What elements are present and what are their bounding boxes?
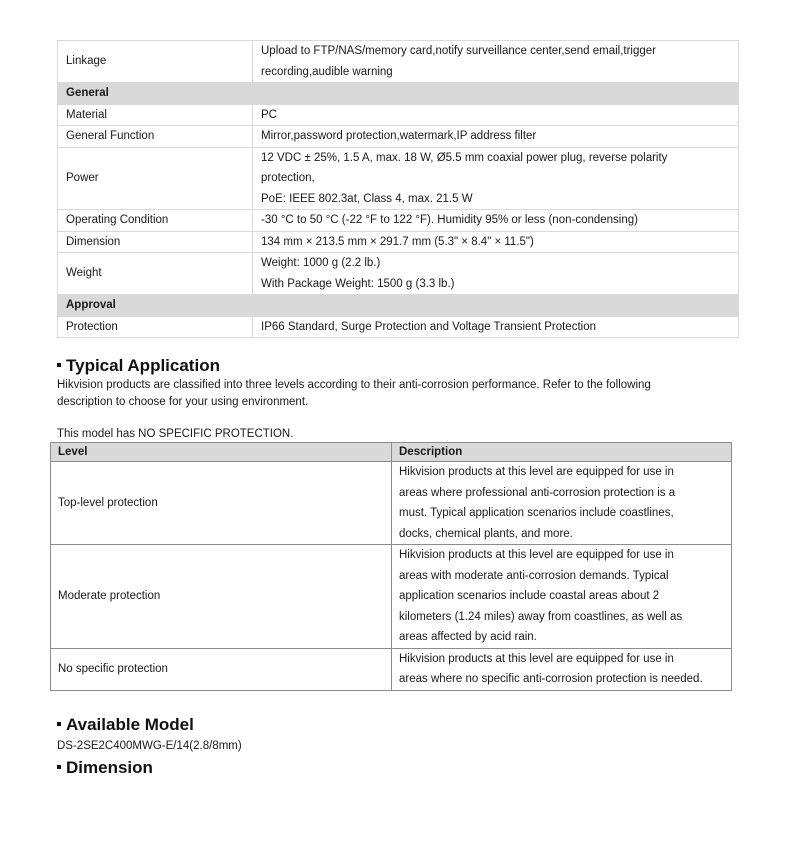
table-header-row — [51, 443, 732, 462]
spec-row-linkage — [58, 41, 739, 83]
spec-row-general-function — [58, 126, 739, 148]
description-cell: Hikvision products at this level are equipped for use in areas where professional anti-corrosion protection is a must. Typical application scenarios include coastlines, docks, chemical plants, and more. — [392, 462, 732, 545]
spec-label: Linkage — [58, 41, 253, 83]
column-header-description: Description — [392, 443, 732, 462]
spec-value: Mirror,password protection,watermark,IP address filter — [253, 126, 739, 148]
spec-row-operating-condition — [58, 210, 739, 232]
table-row — [51, 545, 732, 649]
protection-level-table — [50, 442, 732, 691]
spec-row-protection — [58, 316, 739, 338]
spec-label: Power — [58, 147, 253, 210]
spec-section-approval — [58, 295, 739, 317]
section-header: Approval — [58, 295, 739, 317]
spec-label: Protection — [58, 316, 253, 338]
spec-row-dimension — [58, 231, 739, 253]
spec-row-power — [58, 147, 739, 210]
spec-row-weight — [58, 253, 739, 295]
bullet-icon — [57, 363, 61, 367]
spec-value: -30 °C to 50 °C (-22 °F to 122 °F). Humidity 95% or less (non-condensing) — [253, 210, 739, 232]
spec-value: 134 mm × 213.5 mm × 291.7 mm (5.3" × 8.4" × 11.5") — [253, 231, 739, 253]
spec-label: Material — [58, 104, 253, 126]
table-row — [51, 648, 732, 690]
intro-paragraph — [57, 377, 651, 411]
description-cell: Hikvision products at this level are equipped for use in areas where no specific anti-corrosion protection is needed. — [392, 648, 732, 690]
spec-value: Upload to FTP/NAS/memory card,notify surveillance center,send email,trigger recording,audible warning — [253, 41, 739, 83]
bullet-icon — [57, 722, 61, 726]
column-header-level: Level — [51, 443, 392, 462]
table-row — [51, 462, 732, 545]
level-cell: Top-level protection — [51, 462, 392, 545]
spec-label: Operating Condition — [58, 210, 253, 232]
spec-label: General Function — [58, 126, 253, 148]
spec-value: 12 VDC ± 25%, 1.5 A, max. 18 W, Ø5.5 mm coaxial power plug, reverse polarity protection, PoE: IEEE 802.3at, Class 4, max. 21.5 W — [253, 147, 739, 210]
typical-application-heading: Typical Application — [57, 356, 220, 376]
spec-value: IP66 Standard, Surge Protection and Voltage Transient Protection — [253, 316, 739, 338]
spec-section-general — [58, 83, 739, 105]
spec-value: PC — [253, 104, 739, 126]
model-number: DS-2SE2C400MWG-E/14(2.8/8mm) — [57, 740, 242, 752]
spec-label: Dimension — [58, 231, 253, 253]
intro-line: Hikvision products are classified into three levels according to their anti-corrosion performance. Refer to the following — [57, 379, 651, 391]
spec-table — [57, 40, 739, 338]
level-cell: No specific protection — [51, 648, 392, 690]
dimension-heading: Dimension — [57, 758, 153, 778]
section-header: General — [58, 83, 739, 105]
spec-label: Weight — [58, 253, 253, 295]
model-note: This model has NO SPECIFIC PROTECTION. — [57, 428, 294, 440]
intro-line: description to choose for your using environment. — [57, 396, 309, 408]
description-cell: Hikvision products at this level are equipped for use in areas with moderate anti-corrosion demands. Typical application scenarios include coastal areas about 2 kilometers (1.24 miles) away from coastlines, as well as areas affected by acid rain. — [392, 545, 732, 649]
available-model-heading: Available Model — [57, 715, 194, 735]
spec-row-material — [58, 104, 739, 126]
spec-value: Weight: 1000 g (2.2 lb.) With Package Weight: 1500 g (3.3 lb.) — [253, 253, 739, 295]
bullet-icon — [57, 765, 61, 769]
level-cell: Moderate protection — [51, 545, 392, 649]
